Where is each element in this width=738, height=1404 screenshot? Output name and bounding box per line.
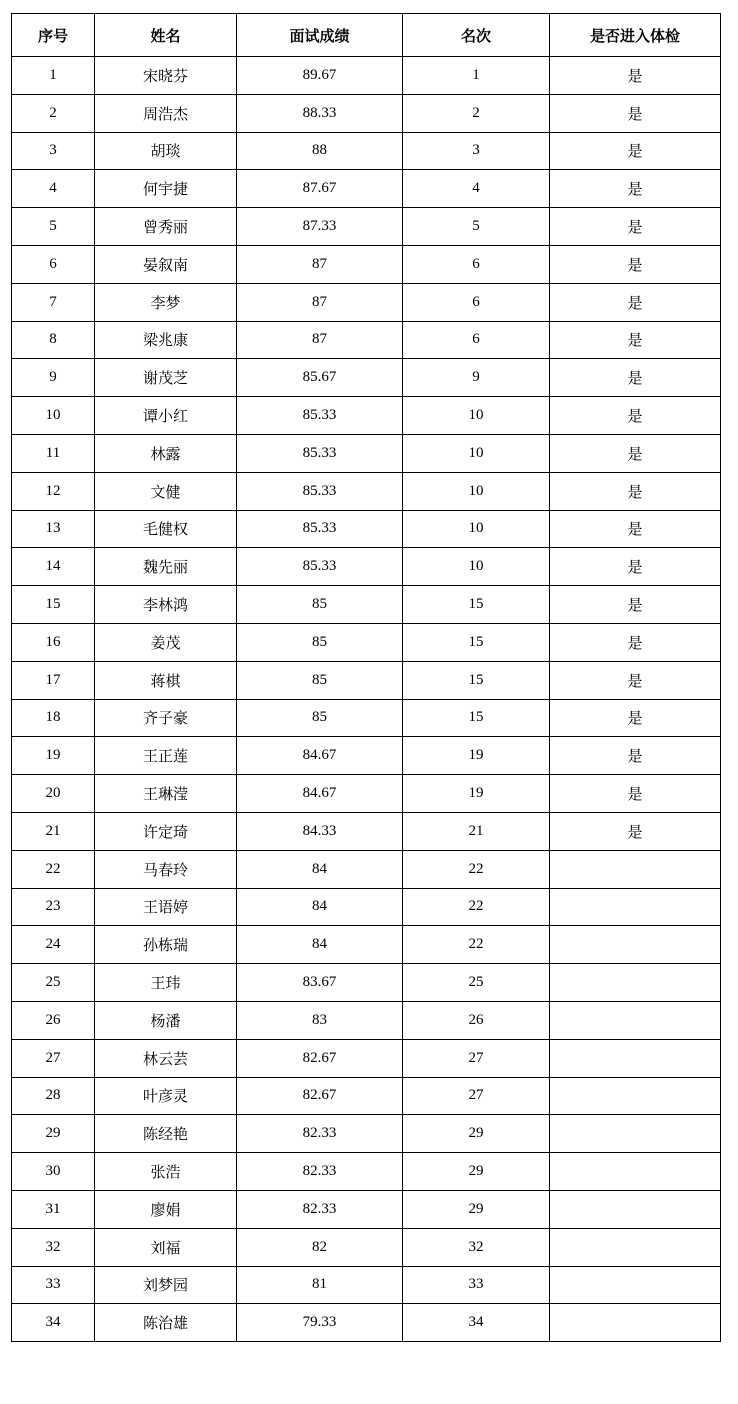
cell-score: 89.67 [237, 57, 403, 95]
table-row [12, 1153, 721, 1191]
cell-score: 87 [237, 245, 403, 283]
cell-no: 9 [12, 359, 95, 397]
cell-physical-exam: 是 [550, 548, 721, 586]
table-row [12, 321, 721, 359]
cell-no: 4 [12, 170, 95, 208]
header-physical-exam: 是否进入体检 [550, 14, 721, 57]
cell-score: 84.67 [237, 737, 403, 775]
cell-no: 14 [12, 548, 95, 586]
cell-rank: 10 [403, 510, 550, 548]
cell-rank: 9 [403, 359, 550, 397]
cell-no: 16 [12, 623, 95, 661]
table-row [12, 926, 721, 964]
cell-score: 88.33 [237, 94, 403, 132]
table-row [12, 888, 721, 926]
cell-score: 84 [237, 888, 403, 926]
cell-physical-exam: 是 [550, 132, 721, 170]
cell-no: 11 [12, 434, 95, 472]
cell-no: 24 [12, 926, 95, 964]
cell-score: 87 [237, 321, 403, 359]
cell-name: 何宇捷 [95, 170, 237, 208]
table-row [12, 1266, 721, 1304]
table-row [12, 510, 721, 548]
cell-name: 梁兆康 [95, 321, 237, 359]
cell-score: 85.33 [237, 472, 403, 510]
table-row [12, 283, 721, 321]
cell-no: 27 [12, 1039, 95, 1077]
table-row [12, 964, 721, 1002]
cell-name: 陈经艳 [95, 1115, 237, 1153]
results-table-container [11, 13, 720, 1342]
cell-score: 81 [237, 1266, 403, 1304]
cell-name: 刘梦园 [95, 1266, 237, 1304]
cell-no: 33 [12, 1266, 95, 1304]
cell-no: 25 [12, 964, 95, 1002]
cell-score: 85 [237, 699, 403, 737]
cell-no: 34 [12, 1304, 95, 1342]
cell-rank: 26 [403, 1001, 550, 1039]
cell-physical-exam: 是 [550, 699, 721, 737]
cell-rank: 6 [403, 245, 550, 283]
cell-physical-exam [550, 1001, 721, 1039]
cell-rank: 10 [403, 434, 550, 472]
cell-rank: 27 [403, 1039, 550, 1077]
table-row [12, 850, 721, 888]
cell-rank: 22 [403, 850, 550, 888]
cell-name: 晏叙南 [95, 245, 237, 283]
cell-name: 姜茂 [95, 623, 237, 661]
table-row [12, 1077, 721, 1115]
cell-no: 17 [12, 661, 95, 699]
cell-no: 31 [12, 1190, 95, 1228]
table-row [12, 699, 721, 737]
cell-name: 谭小红 [95, 397, 237, 435]
table-row [12, 737, 721, 775]
cell-name: 林云芸 [95, 1039, 237, 1077]
table-header-row [12, 14, 721, 57]
cell-rank: 4 [403, 170, 550, 208]
table-row [12, 397, 721, 435]
cell-name: 周浩杰 [95, 94, 237, 132]
cell-name: 毛健权 [95, 510, 237, 548]
cell-physical-exam [550, 1077, 721, 1115]
cell-rank: 27 [403, 1077, 550, 1115]
cell-rank: 22 [403, 888, 550, 926]
table-row [12, 1115, 721, 1153]
cell-name: 李梦 [95, 283, 237, 321]
cell-physical-exam: 是 [550, 737, 721, 775]
cell-score: 84.67 [237, 775, 403, 813]
cell-no: 30 [12, 1153, 95, 1191]
cell-physical-exam: 是 [550, 57, 721, 95]
table-row [12, 586, 721, 624]
cell-score: 85.33 [237, 397, 403, 435]
cell-name: 廖娟 [95, 1190, 237, 1228]
cell-name: 齐子豪 [95, 699, 237, 737]
cell-physical-exam: 是 [550, 170, 721, 208]
cell-name: 杨潘 [95, 1001, 237, 1039]
cell-no: 15 [12, 586, 95, 624]
cell-physical-exam [550, 888, 721, 926]
cell-name: 王琳滢 [95, 775, 237, 813]
cell-score: 87 [237, 283, 403, 321]
cell-physical-exam: 是 [550, 812, 721, 850]
cell-no: 19 [12, 737, 95, 775]
cell-score: 85 [237, 623, 403, 661]
cell-rank: 33 [403, 1266, 550, 1304]
cell-physical-exam: 是 [550, 208, 721, 246]
table-row [12, 1039, 721, 1077]
cell-no: 21 [12, 812, 95, 850]
cell-name: 林露 [95, 434, 237, 472]
cell-physical-exam: 是 [550, 359, 721, 397]
cell-no: 12 [12, 472, 95, 510]
cell-physical-exam [550, 850, 721, 888]
cell-physical-exam [550, 1304, 721, 1342]
table-row [12, 472, 721, 510]
cell-name: 刘福 [95, 1228, 237, 1266]
cell-rank: 5 [403, 208, 550, 246]
table-row [12, 132, 721, 170]
table-row [12, 359, 721, 397]
cell-name: 许定琦 [95, 812, 237, 850]
cell-score: 82.67 [237, 1077, 403, 1115]
cell-score: 84.33 [237, 812, 403, 850]
cell-rank: 29 [403, 1190, 550, 1228]
table-row [12, 1001, 721, 1039]
cell-name: 宋晓芬 [95, 57, 237, 95]
table-row [12, 208, 721, 246]
cell-rank: 10 [403, 548, 550, 586]
table-row [12, 57, 721, 95]
cell-rank: 21 [403, 812, 550, 850]
cell-no: 6 [12, 245, 95, 283]
cell-rank: 6 [403, 283, 550, 321]
table-row [12, 1228, 721, 1266]
cell-name: 叶彦灵 [95, 1077, 237, 1115]
cell-physical-exam: 是 [550, 510, 721, 548]
cell-physical-exam: 是 [550, 397, 721, 435]
cell-name: 张浩 [95, 1153, 237, 1191]
cell-no: 10 [12, 397, 95, 435]
cell-physical-exam [550, 1228, 721, 1266]
cell-no: 2 [12, 94, 95, 132]
cell-no: 18 [12, 699, 95, 737]
cell-score: 87.67 [237, 170, 403, 208]
cell-physical-exam: 是 [550, 586, 721, 624]
cell-score: 85.33 [237, 510, 403, 548]
cell-rank: 15 [403, 661, 550, 699]
cell-rank: 15 [403, 623, 550, 661]
cell-physical-exam: 是 [550, 775, 721, 813]
interview-results-table [11, 13, 721, 1342]
cell-score: 82.33 [237, 1190, 403, 1228]
table-row [12, 661, 721, 699]
table-row [12, 812, 721, 850]
cell-rank: 19 [403, 775, 550, 813]
cell-rank: 1 [403, 57, 550, 95]
cell-physical-exam [550, 1266, 721, 1304]
cell-no: 29 [12, 1115, 95, 1153]
cell-name: 王正莲 [95, 737, 237, 775]
cell-no: 7 [12, 283, 95, 321]
cell-score: 85 [237, 661, 403, 699]
cell-score: 82 [237, 1228, 403, 1266]
table-row [12, 434, 721, 472]
cell-name: 胡琰 [95, 132, 237, 170]
cell-rank: 6 [403, 321, 550, 359]
cell-score: 85.67 [237, 359, 403, 397]
header-rank: 名次 [403, 14, 550, 57]
table-row [12, 245, 721, 283]
cell-physical-exam: 是 [550, 623, 721, 661]
table-row [12, 548, 721, 586]
cell-name: 谢茂芝 [95, 359, 237, 397]
cell-rank: 29 [403, 1115, 550, 1153]
cell-name: 马春玲 [95, 850, 237, 888]
cell-no: 5 [12, 208, 95, 246]
cell-name: 王语婷 [95, 888, 237, 926]
cell-name: 陈治雄 [95, 1304, 237, 1342]
cell-name: 蒋棋 [95, 661, 237, 699]
cell-rank: 22 [403, 926, 550, 964]
cell-no: 32 [12, 1228, 95, 1266]
cell-rank: 15 [403, 586, 550, 624]
cell-physical-exam [550, 1115, 721, 1153]
cell-name: 曾秀丽 [95, 208, 237, 246]
cell-score: 82.67 [237, 1039, 403, 1077]
table-row [12, 623, 721, 661]
cell-rank: 34 [403, 1304, 550, 1342]
header-name: 姓名 [95, 14, 237, 57]
header-score: 面试成绩 [237, 14, 403, 57]
cell-physical-exam: 是 [550, 245, 721, 283]
cell-score: 85.33 [237, 434, 403, 472]
cell-no: 26 [12, 1001, 95, 1039]
cell-physical-exam: 是 [550, 472, 721, 510]
cell-physical-exam [550, 964, 721, 1002]
cell-no: 3 [12, 132, 95, 170]
cell-no: 8 [12, 321, 95, 359]
cell-name: 文健 [95, 472, 237, 510]
cell-rank: 29 [403, 1153, 550, 1191]
cell-no: 20 [12, 775, 95, 813]
cell-physical-exam: 是 [550, 94, 721, 132]
cell-score: 88 [237, 132, 403, 170]
cell-no: 28 [12, 1077, 95, 1115]
cell-rank: 10 [403, 472, 550, 510]
cell-no: 1 [12, 57, 95, 95]
header-no: 序号 [12, 14, 95, 57]
table-row [12, 1190, 721, 1228]
cell-name: 魏先丽 [95, 548, 237, 586]
cell-rank: 25 [403, 964, 550, 1002]
cell-no: 22 [12, 850, 95, 888]
cell-rank: 10 [403, 397, 550, 435]
cell-name: 王玮 [95, 964, 237, 1002]
cell-physical-exam [550, 1153, 721, 1191]
cell-name: 孙栋瑞 [95, 926, 237, 964]
cell-score: 85.33 [237, 548, 403, 586]
cell-score: 79.33 [237, 1304, 403, 1342]
cell-rank: 19 [403, 737, 550, 775]
table-row [12, 170, 721, 208]
table-row [12, 775, 721, 813]
table-row [12, 94, 721, 132]
cell-physical-exam: 是 [550, 321, 721, 359]
cell-no: 23 [12, 888, 95, 926]
cell-physical-exam: 是 [550, 283, 721, 321]
cell-score: 84 [237, 850, 403, 888]
cell-physical-exam: 是 [550, 661, 721, 699]
cell-score: 82.33 [237, 1153, 403, 1191]
cell-physical-exam: 是 [550, 434, 721, 472]
cell-physical-exam [550, 1039, 721, 1077]
cell-score: 83.67 [237, 964, 403, 1002]
table-row [12, 1304, 721, 1342]
cell-rank: 2 [403, 94, 550, 132]
cell-physical-exam [550, 926, 721, 964]
cell-name: 李林鸿 [95, 586, 237, 624]
cell-physical-exam [550, 1190, 721, 1228]
cell-score: 83 [237, 1001, 403, 1039]
cell-rank: 3 [403, 132, 550, 170]
cell-no: 13 [12, 510, 95, 548]
cell-score: 82.33 [237, 1115, 403, 1153]
cell-rank: 15 [403, 699, 550, 737]
cell-rank: 32 [403, 1228, 550, 1266]
cell-score: 87.33 [237, 208, 403, 246]
cell-score: 84 [237, 926, 403, 964]
cell-score: 85 [237, 586, 403, 624]
